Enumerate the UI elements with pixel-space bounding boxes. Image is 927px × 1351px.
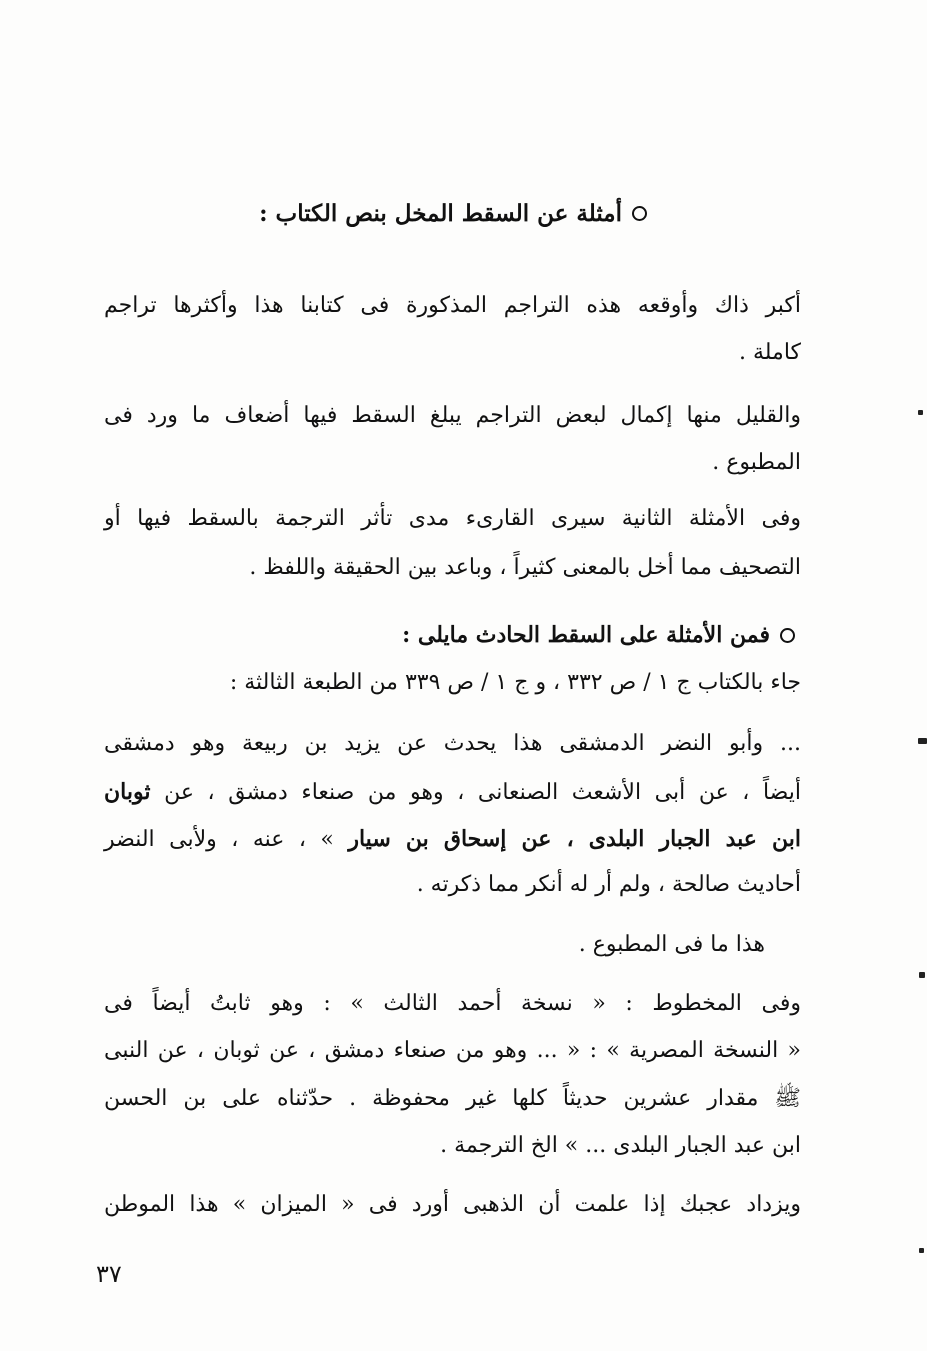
paragraph-1-line-2: كاملة . bbox=[738, 340, 801, 365]
manuscript-line-3: ﷺ مقدار عشرين حديثاً كلها غير محفوظة . حدّثناه على بن الحسن bbox=[104, 1086, 801, 1111]
circle-bullet-icon bbox=[632, 206, 647, 221]
scan-speck bbox=[918, 738, 927, 744]
source-reference-line: جاء بالكتاب ج ١ / ص ٣٣٢ ، و ج ١ / ص ٣٣٩ من الطبعة الثالثة : bbox=[229, 670, 801, 695]
scan-speck bbox=[918, 410, 923, 415]
quote-line-3 bbox=[104, 826, 801, 853]
paragraph-1-line-1: أكبر ذاك وأوقعه هذه التراجم المذكورة فى كتابنا هذا وأكثرها تراجم bbox=[104, 293, 801, 318]
manuscript-line-4: ابن عبد الجبار البلدى ... » الخ الترجمة . bbox=[440, 1133, 801, 1158]
paragraph-2-line-1: والقليل منها إكمال لبعض التراجم يبلغ السقط فيها أضعاف ما ورد فى bbox=[104, 403, 801, 428]
page-number: ٣٧ bbox=[96, 1260, 122, 1288]
manuscript-line-2: « النسخة المصرية » : « ... وهو من صنعاء دمشق ، عن ثوبان ، عن النبى bbox=[104, 1038, 801, 1063]
section-heading-examples bbox=[259, 200, 647, 227]
circle-bullet-icon bbox=[780, 628, 795, 643]
printed-note: هذا ما فى المطبوع . bbox=[578, 932, 765, 957]
scan-speck bbox=[919, 972, 925, 978]
paragraph-3-line-2: التصحيف مما أخل بالمعنى كثيراً ، وباعد بين الحقيقة واللفظ . bbox=[249, 555, 801, 580]
paragraph-2-line-2: المطبوع . bbox=[712, 450, 801, 475]
quote-line-2 bbox=[104, 779, 801, 806]
manuscript-line-1: وفى المخطوط : « نسخة أحمد الثالث » : وهو ثابتُ أيضاً فى bbox=[104, 991, 801, 1016]
paragraph-3-line-1: وفى الأمثلة الثانية سيرى القارىء مدى تأثر الترجمة بالسقط فيها أو bbox=[104, 506, 801, 531]
heading-text: أمثلة عن السقط المخل بنص الكتاب : bbox=[259, 200, 622, 227]
quote-line-3-bold: ابن عبد الجبار البلدى ، عن إسحاق بن سيار bbox=[348, 826, 802, 852]
section-heading-incident-examples bbox=[402, 622, 795, 648]
quote-line-3-text: » ، عنه ، ولأبى النضر bbox=[104, 827, 349, 852]
quote-line-1: ... وأبو النضر الدمشقى هذا يحدث عن يزيد بن ربيعة وهو دمشقى bbox=[104, 731, 801, 756]
heading-text: فمن الأمثلة على السقط الحادث مايلى : bbox=[402, 622, 770, 648]
quote-line-2-bold: ثوبان bbox=[104, 779, 151, 805]
final-line: ويزداد عجبك إذا علمت أن الذهبى أورد فى « الميزان » هذا الموطن bbox=[104, 1192, 801, 1217]
quote-line-4: أحاديث صالحة ، ولم أر له أنكر مما ذكرته . bbox=[416, 872, 801, 897]
scan-speck bbox=[919, 1248, 924, 1253]
quote-line-2-text: أيضاً ، عن أبى الأشعث الصنعانى ، وهو من صنعاء دمشق ، عن bbox=[164, 780, 801, 805]
